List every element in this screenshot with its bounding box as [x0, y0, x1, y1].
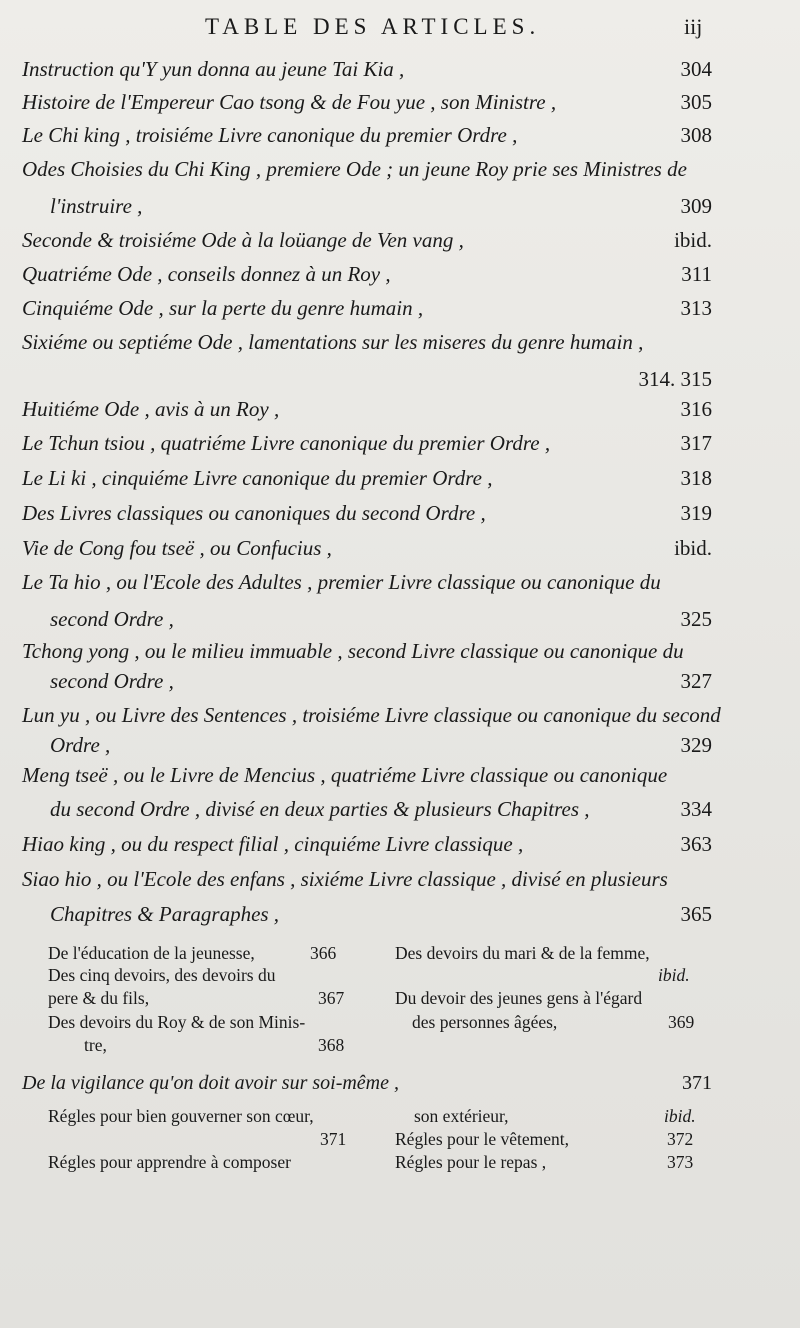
subsection-entry: Des cinq devoirs, des devoirs du: [48, 965, 276, 985]
toc-entry: Le Ta hio , ou l'Ecole des Adultes , premier Livre classique ou canonique du second Ordre , 325: [22, 570, 712, 631]
toc-entry: Tchong yong , ou le milieu immuable , second Livre classique ou canonique du second Ordre , 327: [22, 639, 712, 693]
toc-entry: Meng tseë , ou le Livre de Mencius , quatriéme Livre classique ou canonique du second Ordre , divisé en deux parties & plusieurs Chapitres , 334: [22, 763, 712, 821]
subsection-entry: Des devoirs du mari & de la femme,: [395, 943, 650, 963]
subsection-entry: Des devoirs du Roy & de son Minis-: [48, 1012, 306, 1032]
book-page: TABLE DES ARTICLES. iij Instruction qu'Y yun donna au jeune Tai Kia , 304 Histoire de l'Empereur Cao tsong & de Fou yue , son Ministre , 305 Le Chi king , troisiéme Livre canonique du premier Ordre , 308 Odes Choisies du Chi King , premiere Ode ; un jeune Roy prie ses Ministres de l'instruire , 309 Seconde & troisiéme Ode à la loüange de Ven vang , ibid. Quatriéme Ode , conseils donnez à un Roy , 311 Cinquiéme Ode , sur la perte du genre humain , 313 Sixiéme ou septiéme Ode , lamentations sur les miseres du genre humain , 314. 315 Huitiéme Ode , avis à un Roy , 316 Le Tchun tsiou , quatriéme Livre canonique du premier Ordre , 317 Le Li ki , cinquiéme Livre canonique du premier Ordre , 318 Des Livres classiques ou canoniques du second Ordre , 319 Vie de Cong fou tseë , ou Confucius , ibid. Le Ta hio , ou l'Ecole des Adultes , premier Livre classique ou canonique du second Ordre , 325 Tchong yong , ou le milieu immuable , second Livre classique ou canonique du second Ordre , 327 Lun yu , ou Livre des Sentences , troisiéme Livre classique ou canonique du second Ordre , 329 Meng tseë , ou le Livre de Mencius , quatriéme Livre classique ou canonique du second Ordre , divisé en deux parties & plusieurs Chapitres , 334 Hiao king , ou du respect filial , cinquiéme Livre classique , 363 Siao hio , ou l'Ecole des enfans , sixiéme Livre classique , divisé en plusieurs Chapitres & Paragraphes , 365 De l'éducation de la jeunesse, 366 Des cinq devoirs, des devoirs du pere & du fils, 367 Des devoirs du Roy & de son Minis- tre, 368 Des devoirs du mari & de la femme, ibid. Du devoir des jeunes gens à l'égard des personnes âgées, 369 De la vigilance qu'on doit avoir sur soi-même , 371 Régles pour bien gouverner son cœur, 371 Régles pour apprendre à composer son extérieur, ibid. Régles pour le vêtement, 372 Régles pour le repas , 373: [0, 0, 800, 1328]
page-number: iij: [684, 14, 703, 39]
toc-entry: Sixiéme ou septiéme Ode , lamentations sur les miseres du genre humain , 314. 315: [22, 330, 712, 391]
subsection-entry: Régles pour le vêtement, 372: [395, 1129, 694, 1149]
subsection-entry: des personnes âgées, 369: [412, 1012, 695, 1032]
subsection-entry: son extérieur, ibid.: [414, 1106, 696, 1126]
toc-entry: Lun yu , ou Livre des Sentences , troisiéme Livre classique ou canonique du second Ordre , 329: [22, 703, 721, 757]
subsection-entry: Du devoir des jeunes gens à l'égard: [395, 988, 643, 1008]
page-title: TABLE DES ARTICLES.: [205, 14, 541, 39]
subsection-entry: pere & du fils, 367: [48, 988, 345, 1008]
toc-entry: Odes Choisies du Chi King , premiere Ode ; un jeune Roy prie ses Ministres de l'instruire , 309: [22, 157, 712, 218]
subsection-entry: De l'éducation de la jeunesse, 366: [48, 943, 337, 963]
toc-entry: Siao hio , ou l'Ecole des enfans , sixiéme Livre classique , divisé en plusieurs Chapitres & Paragraphes , 365: [22, 867, 712, 926]
subsection-entry: Régles pour bien gouverner son cœur,: [48, 1106, 314, 1126]
subsection-entry: Régles pour le repas , 373: [395, 1152, 694, 1172]
page-header: [0, 14, 800, 44]
subsection-entry: tre, 368: [84, 1035, 345, 1055]
subsection-entry: Régles pour apprendre à composer: [48, 1152, 291, 1172]
